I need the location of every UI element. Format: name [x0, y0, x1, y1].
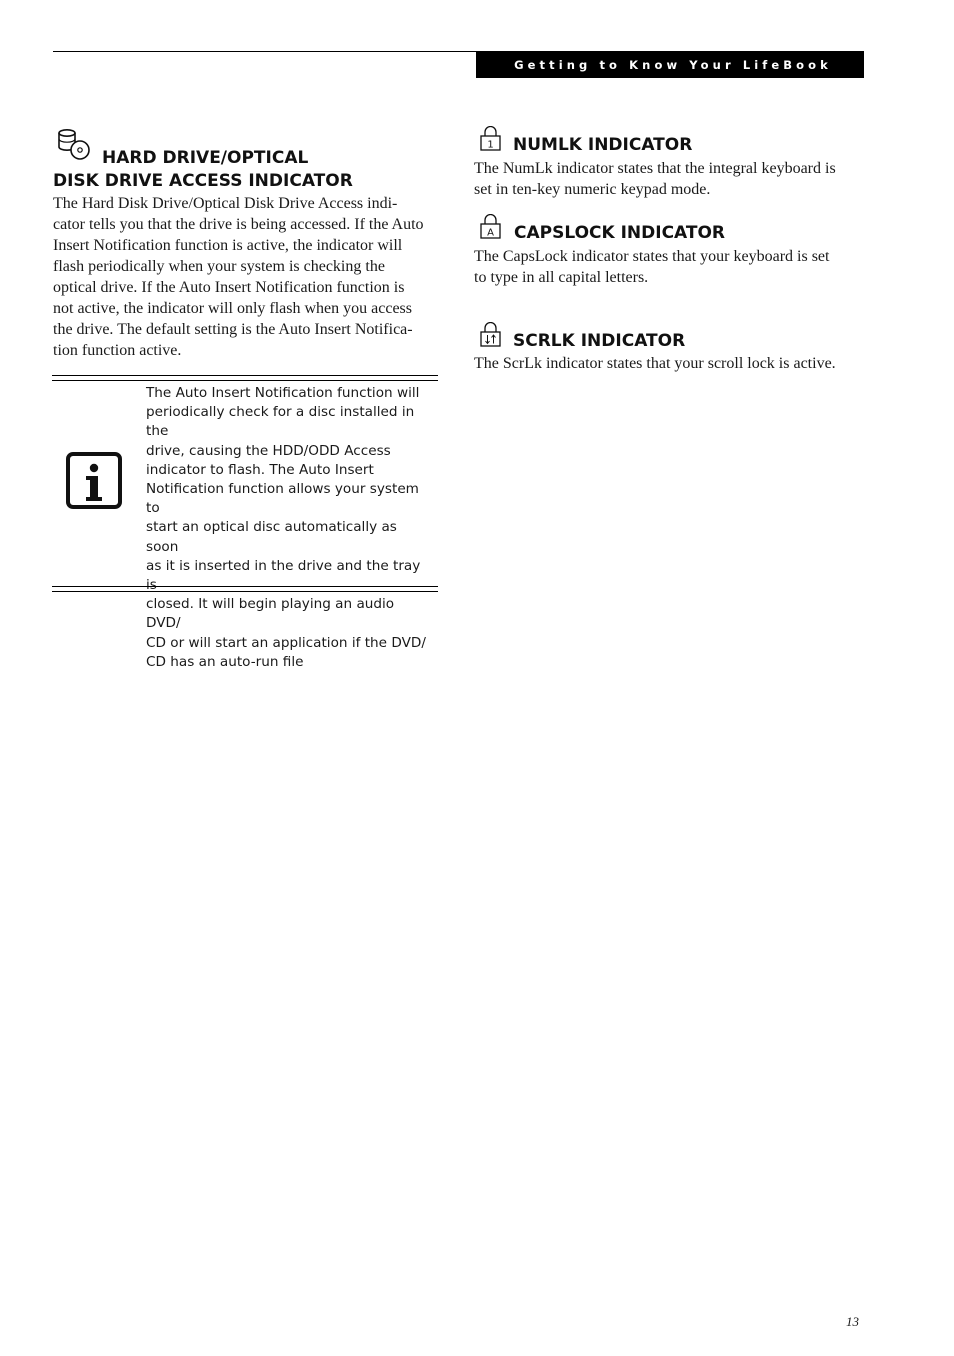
scrlk-body — [474, 353, 874, 374]
numlk-heading-text: NUMLK INDICATOR — [513, 135, 693, 155]
scrlk-heading — [513, 330, 685, 353]
note-line: periodically check for a disc installed in the — [146, 404, 415, 440]
hdd-body-line: Insert Notification function is active, the indicator will — [53, 237, 403, 254]
capslock-body-line: The CapsLock indicator states that your keyboard is set — [474, 248, 830, 265]
capslock-heading — [514, 222, 725, 245]
note-line: CD has an auto-run file — [146, 653, 304, 670]
header-rule — [53, 51, 476, 52]
numlk-heading — [513, 134, 692, 157]
capslock-heading-text: CAPSLOCK INDICATOR — [514, 223, 726, 243]
hdd-body — [53, 193, 453, 361]
note-line: The Auto Insert Notification function will — [146, 385, 420, 401]
scroll-lock-icon — [480, 322, 501, 347]
note-line: drive, causing the HDD/ODD Access — [146, 442, 391, 459]
numlk-body-line: set in ten-key numeric keypad mode. — [474, 181, 711, 198]
numlk-body — [474, 158, 874, 200]
numlk-body-line: The NumLk indicator states that the integral keyboard is — [474, 160, 836, 177]
info-icon — [66, 452, 122, 509]
note-text — [146, 384, 432, 672]
note-line: as it is inserted in the drive and the tray is — [146, 557, 421, 594]
note-line: closed. It will begin playing an audio DVD/ — [146, 596, 395, 632]
scrlk-body-line: The ScrLk indicator states that your scroll lock is active. — [474, 355, 836, 372]
hdd-heading-line1: HARD DRIVE/OPTICAL — [102, 148, 309, 168]
hdd-body-line: cator tells you that the drive is being accessed. If the Auto — [53, 216, 424, 233]
hdd-heading — [53, 147, 443, 193]
note-line: start an optical disc automatically as soon — [146, 519, 397, 555]
note-line: Notification function allows your system to — [146, 481, 419, 517]
scrlk-heading-text: SCRLK INDICATOR — [513, 331, 686, 351]
hdd-body-line: tion function active. — [53, 342, 182, 359]
running-header — [476, 51, 864, 78]
hdd-body-line: not active, the indicator will only flash when you access — [53, 300, 413, 317]
hdd-body-line: The Hard Disk Drive/Optical Disk Drive Access indi- — [53, 195, 398, 212]
running-title: Getting to Know Your LifeBook — [514, 57, 832, 72]
svg-text:1: 1 — [487, 139, 494, 151]
capslock-icon — [480, 214, 501, 239]
hdd-body-line: the drive. The default setting is the Auto Insert Notifica- — [53, 321, 413, 338]
numlock-icon — [480, 126, 501, 151]
note-line: CD or will start an application if the DVD/ — [146, 634, 426, 651]
note-bottom-rule — [52, 586, 438, 592]
capslock-body-line: to type in all capital letters. — [474, 269, 649, 286]
note-top-rule — [52, 375, 438, 381]
capslock-body — [474, 246, 874, 288]
note-line: indicator to flash. The Auto Insert — [146, 461, 374, 478]
svg-text:A: A — [487, 227, 494, 239]
page-number: 13 — [846, 1314, 859, 1329]
hdd-body-line: flash periodically when your system is checking the — [53, 258, 385, 275]
hdd-body-line: optical drive. If the Auto Insert Notification function is — [53, 279, 405, 296]
hdd-heading-line2: DISK DRIVE ACCESS INDICATOR — [53, 171, 353, 191]
